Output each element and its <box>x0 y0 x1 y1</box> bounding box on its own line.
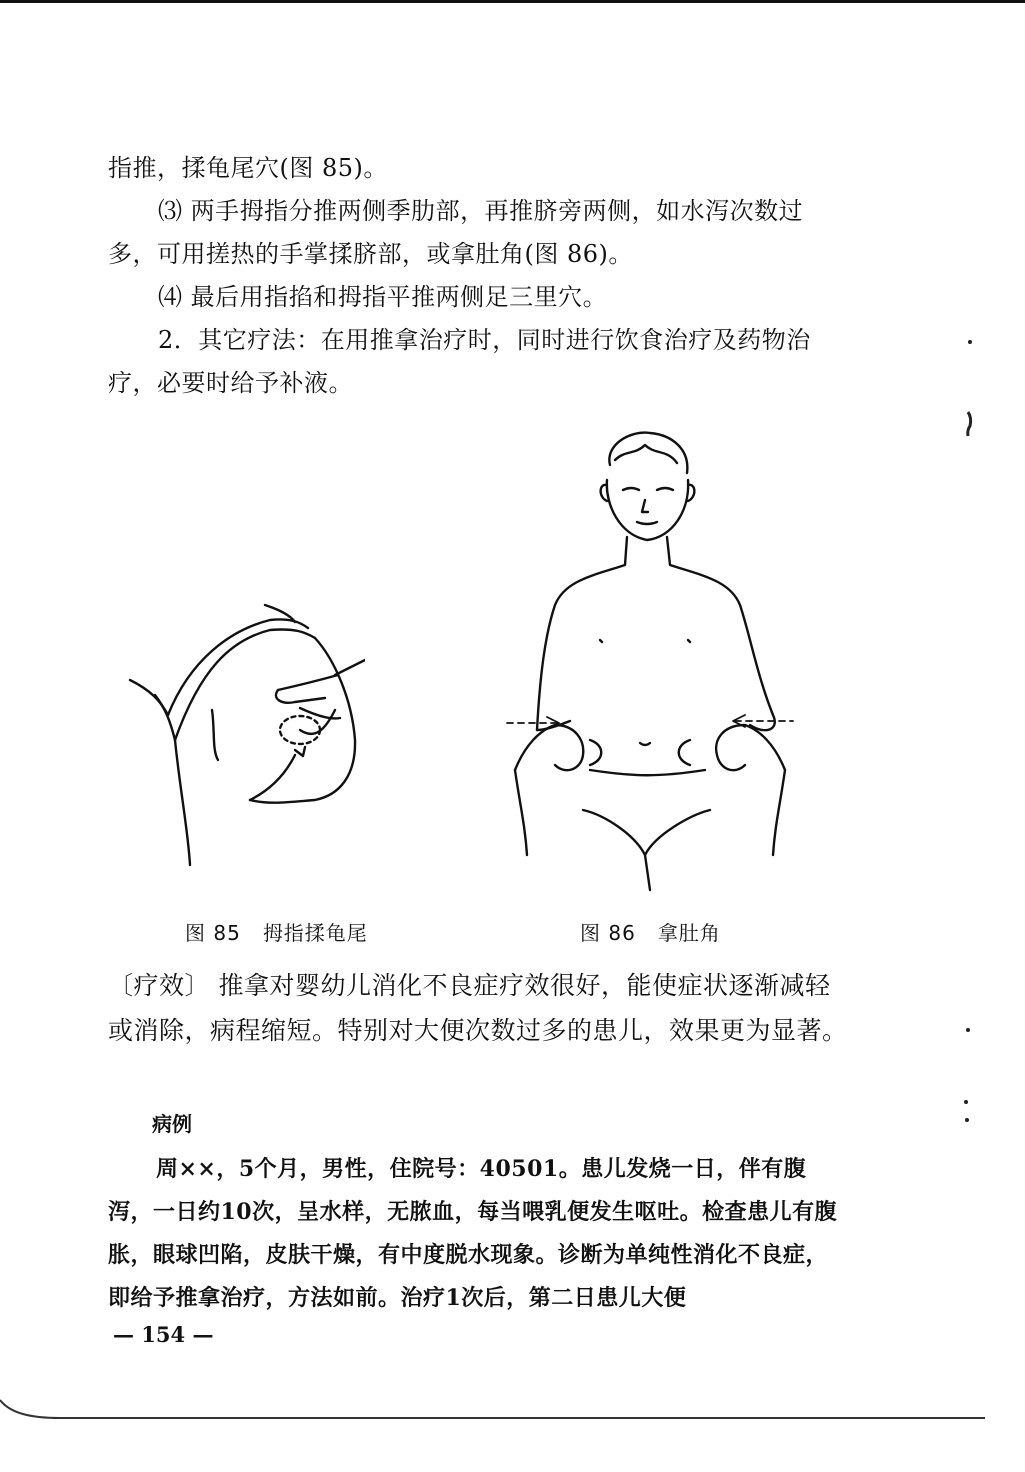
paragraph-step-4: ⑷ 最后用指掐和拇指平推两侧足三里穴。 <box>158 283 608 311</box>
figure-86-number: 图 86 <box>580 921 636 945</box>
figure-86-illustration <box>495 425 805 895</box>
figure-86-caption <box>580 917 721 946</box>
page-number: — 154 — <box>113 1322 214 1347</box>
figure-85-title: 拇指揉龟尾 <box>262 921 368 945</box>
figure-85-caption <box>185 917 368 946</box>
figure-86-title: 拿肚角 <box>657 921 721 945</box>
paragraph-case: 周××，5个月，男性，住院号：40501。患儿发烧一日，伴有腹泻，一日约10次，呈水样，无脓血，每当喂乳便发生呕吐。检查患儿有腹胀，眼球凹陷，皮肤干燥，有中度脱水现象。诊断为单纯性消化不良症，即给予推拿治疗，方法如前。治疗1次后，第二日患儿大便 <box>108 1156 838 1311</box>
bottom-scan-line <box>175 1417 985 1419</box>
scan-edge-curve <box>0 1398 180 1428</box>
figure-85-illustration <box>120 590 365 880</box>
top-border-rule <box>0 0 1025 3</box>
paragraph-efficacy: 〔疗效〕 推拿对婴幼儿消化不良症疗效很好，能使症状逐渐减轻或消除，病程缩短。特别对大便次数过多的患儿，效果更为显著。 <box>108 971 848 1045</box>
scan-specks <box>950 330 980 1130</box>
figure-85-number: 图 85 <box>185 921 241 945</box>
paragraph-intro: 指推，揉龟尾穴(图 85)。 <box>108 154 388 182</box>
paragraph-other-therapy: 2．其它疗法：在用推拿治疗时，同时进行饮食治疗及药物治疗，必要时给予补液。 <box>108 326 811 397</box>
paragraph-step-3: ⑶ 两手拇指分推两侧季肋部，再推脐旁两侧，如水泻次数过多，可用搓热的手掌揉脐部，或拿肚角(图 86)。 <box>108 197 804 268</box>
case-heading: 病例 <box>152 1112 192 1136</box>
